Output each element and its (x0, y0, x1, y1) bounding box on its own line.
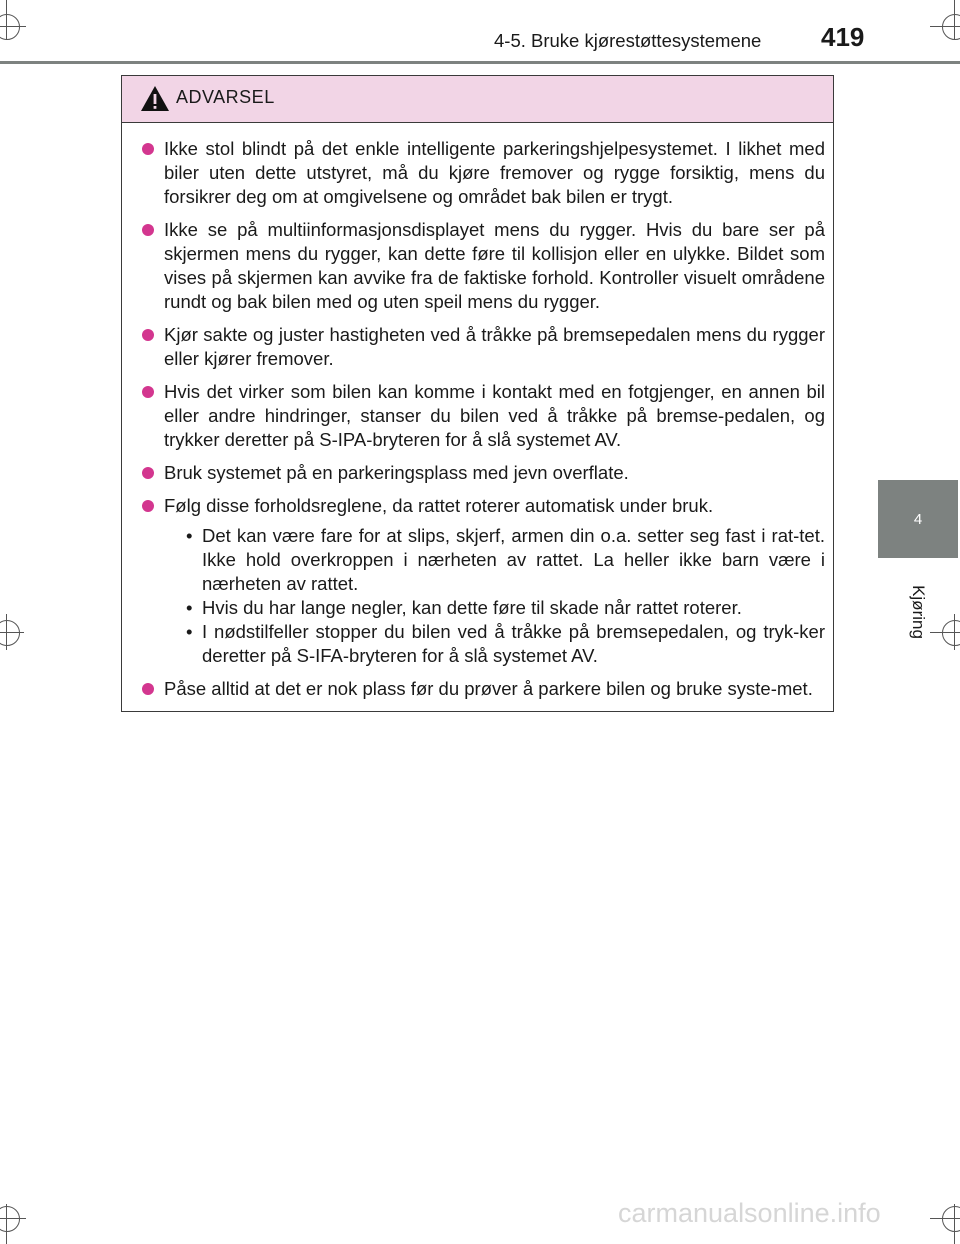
warning-item (142, 380, 825, 452)
warning-sub-item (164, 524, 825, 596)
chapter-number: 4 (913, 510, 923, 528)
warning-item (142, 218, 825, 314)
warning-item-text: Ikke stol blindt på det enkle intelligente parkeringshjelpesystemet. I likhet med biler uten dette utstyret, må du kjøre fremover og rygge forsiktig, mens du forsikrer deg om at omgivelsene og området bak bilen er trygt. (164, 138, 825, 207)
bullet-dot-icon (142, 224, 154, 236)
warning-item-text: Påse alltid at det er nok plass før du prøver å parkere bilen og bruke syste-met. (164, 678, 813, 699)
sub-bullet-icon: • (186, 525, 193, 546)
bullet-dot-icon (142, 500, 154, 512)
chapter-label-container (878, 572, 958, 652)
bullet-dot-icon (142, 467, 154, 479)
warning-item (142, 494, 825, 668)
header-rule (0, 61, 960, 64)
bullet-dot-icon (142, 683, 154, 695)
warning-triangle-icon (140, 85, 170, 112)
warning-sub-item-text: I nødstilfeller stopper du bilen ved å tråkke på bremsepedalen, og tryk-ker deretter på S-IFA-bryteren for å slå systemet AV. (202, 621, 825, 666)
chapter-tab (878, 480, 958, 558)
chapter-label: Kjøring (908, 585, 928, 639)
bullet-dot-icon (142, 143, 154, 155)
warning-sub-item (164, 620, 825, 668)
page-number: 419 (821, 22, 865, 52)
bullet-dot-icon (142, 386, 154, 398)
warning-item-text: Bruk systemet på en parkeringsplass med jevn overflate. (164, 462, 629, 483)
warning-sub-item (164, 596, 825, 620)
warning-item-text: Kjør sakte og juster hastigheten ved å tråkke på bremsepedalen mens du rygger eller kjører fremover. (164, 324, 825, 369)
warning-item (142, 137, 825, 209)
warning-sub-item-text: Hvis du har lange negler, kan dette føre til skade når rattet roterer. (202, 597, 742, 618)
sub-bullet-icon: • (186, 621, 193, 642)
warning-body (122, 123, 833, 701)
warning-item-text: Ikke se på multiinformasjonsdisplayet mens du rygger. Hvis du bare ser på skjermen mens du rygger, kan dette føre til kollisjon eller en ulykke. Bildet som vises på skjermen kan avvike fra de faktiske forhold. Kontroller visuelt områdene rundt og bak bilen med og uten speil mens du rygger. (164, 219, 825, 312)
warning-item-text: Følg disse forholdsreglene, da rattet roterer automatisk under bruk. (164, 495, 714, 516)
warning-item (142, 677, 825, 701)
warning-item (142, 461, 825, 485)
warning-item-text: Hvis det virker som bilen kan komme i kontakt med en fotgjenger, en annen bil eller andre hindringer, stanser du bilen ved å tråkke på bremse-pedalen, og trykker deretter på S-IPA-bryteren for å slå systemet AV. (164, 381, 825, 450)
warning-box (121, 75, 834, 712)
warning-title: ADVARSEL (176, 87, 275, 107)
watermark: carmanualsonline.info (618, 1198, 881, 1228)
bullet-dot-icon (142, 329, 154, 341)
sub-bullet-icon: • (186, 597, 193, 618)
section-title: 4-5. Bruke kjørestøttesystemene (494, 30, 762, 51)
warning-header (122, 76, 833, 123)
warning-item (142, 323, 825, 371)
warning-sub-item-text: Det kan være fare for at slips, skjerf, armen din o.a. setter seg fast i rat-tet. Ikke hold overkroppen i nærheten av rattet. La heller ikke barn være i nærheten av rattet. (202, 525, 825, 594)
